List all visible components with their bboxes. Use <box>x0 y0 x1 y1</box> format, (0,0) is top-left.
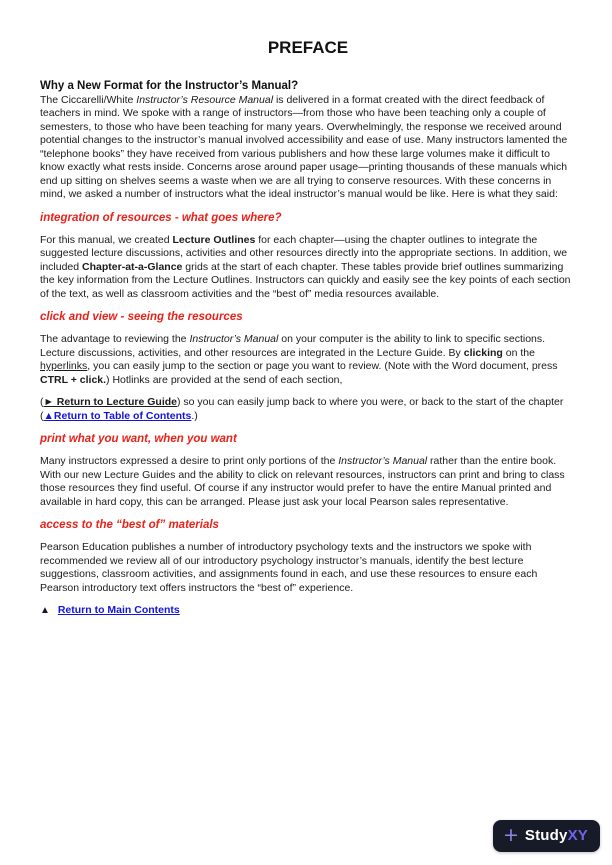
text-run: The Ciccarelli/White <box>40 93 137 106</box>
integration-paragraph <box>40 234 576 302</box>
text-run: Chapter-at-a-Glance <box>82 260 183 273</box>
text-run: Instructor’s Resource Manual <box>136 93 274 106</box>
logo-brand-study: Study <box>524 826 568 844</box>
return-to-main-contents-row <box>40 604 576 618</box>
text-run: For this manual, we created <box>40 233 173 246</box>
logo-brand-xy: XY <box>567 826 588 844</box>
heading-print-what-you-want: print what you want, when you want <box>40 433 237 445</box>
text-run: CTRL + click. <box>40 373 107 386</box>
heading-why-new-format: Why a New Format for the Instructor’s Manual? <box>40 80 299 92</box>
text-run: Many instructors expressed a desire to print only portions of the <box>40 455 339 467</box>
plus-icon: + <box>502 824 519 846</box>
text-run: hyperlinks <box>40 360 88 372</box>
text-run: clicking <box>463 346 503 359</box>
intro-paragraph <box>40 94 576 202</box>
return-to-lecture-guide-link[interactable]: ► Return to Lecture Guide <box>43 396 177 408</box>
text-run: on the <box>502 346 535 359</box>
text-run: ) Hotlinks are provided at the send of each section, <box>106 373 343 386</box>
text-run: , you can easily jump to the section or page you want to review. (Note with the Word document, press <box>87 360 558 372</box>
text-run: Instructor’s Manual <box>338 455 428 467</box>
text-run: rather than the entire book. With our new Lecture Guides and the ability to click on relevant resources, instructors can print and bring to class those resources they find useful. Of course if any instructor would prefer to have the entire Manual printed and available in hard copy, this can be arranged. Please just ask your local Pearson sales representative. <box>40 455 565 508</box>
click-and-view-paragraph <box>40 333 576 387</box>
text-run: grids at the start of each chapter. These tables provide brief outlines summarizing the key information from the Lecture Outlines. Instructors can quickly and easily see the key points of each section of the text, as well as classroom activities and the “best of” media resources available. <box>40 260 571 300</box>
text-run: Instructor’s Manual <box>189 333 279 345</box>
up-triangle-icon: ▲ <box>40 605 50 616</box>
heading-access-best-of: access to the “best of” materials <box>40 519 219 531</box>
text-run: ( <box>40 396 44 408</box>
heading-click-and-view: click and view - seeing the resources <box>40 311 243 323</box>
text-run: Lecture Outlines <box>172 233 256 246</box>
text-run: .) <box>191 409 198 422</box>
text-run: ) so you can easily jump back to where you were, or back to the start of the chapter ( <box>40 396 564 422</box>
text-run: The advantage to reviewing the <box>40 333 190 345</box>
return-to-main-contents-link[interactable]: Return to Main Contents <box>57 604 180 616</box>
studyxy-logo <box>493 820 600 852</box>
text-run: Pearson Education publishes a number of introductory psychology texts and the instructors we spoke with recommended we review all of our introductory psychology instructor’s manuals, identify the best lecture suggestions, classroom activities, and assignments found in each, and use these resources to ensure each Pearson introductory text offers instructors the “best of” experience. <box>40 541 538 594</box>
heading-integration-of-resources: integration of resources - what goes where? <box>40 211 282 224</box>
best-of-paragraph <box>40 541 576 595</box>
studyxy-logo-text <box>525 827 588 845</box>
return-to-table-of-contents-link[interactable]: ▲Return to Table of Contents <box>43 409 192 422</box>
page-title: PREFACE <box>267 38 349 57</box>
hotlinks-paragraph <box>40 396 576 423</box>
print-paragraph <box>40 455 576 509</box>
text-run: on your computer is the ability to link to specific sections. Lecture discussions, activities, and other resources are integrated in the Lecture Guide. By <box>40 333 546 359</box>
text-run: is delivered in a format created with the direct feedback of teachers in mind. We spoke with a range of instructors—from those who have been teaching only a couple of semesters, to those who have been teaching for many years. Overwhelmingly, the response we received around potential changes to the instructor’s manual involved accessibility and ease of use. Many instructors lamented the “telephone books” they have received from various publishers and how these large volumes make it difficult to know exactly what rests inside. Concerns arose around paper usage—printing thousands of these manuals which end up sitting on shelves seems a waste when we are all trying to conserve resources. With these concerns in mind, we asked a number of instructors what the ideal instructor’s manual would be like. Here is what they said: <box>40 93 568 200</box>
text-run: for each chapter—using the chapter outlines to integrate the suggested lecture discussions, activities and other resources directly into the appropriate sections. In addition, we included <box>40 233 568 273</box>
